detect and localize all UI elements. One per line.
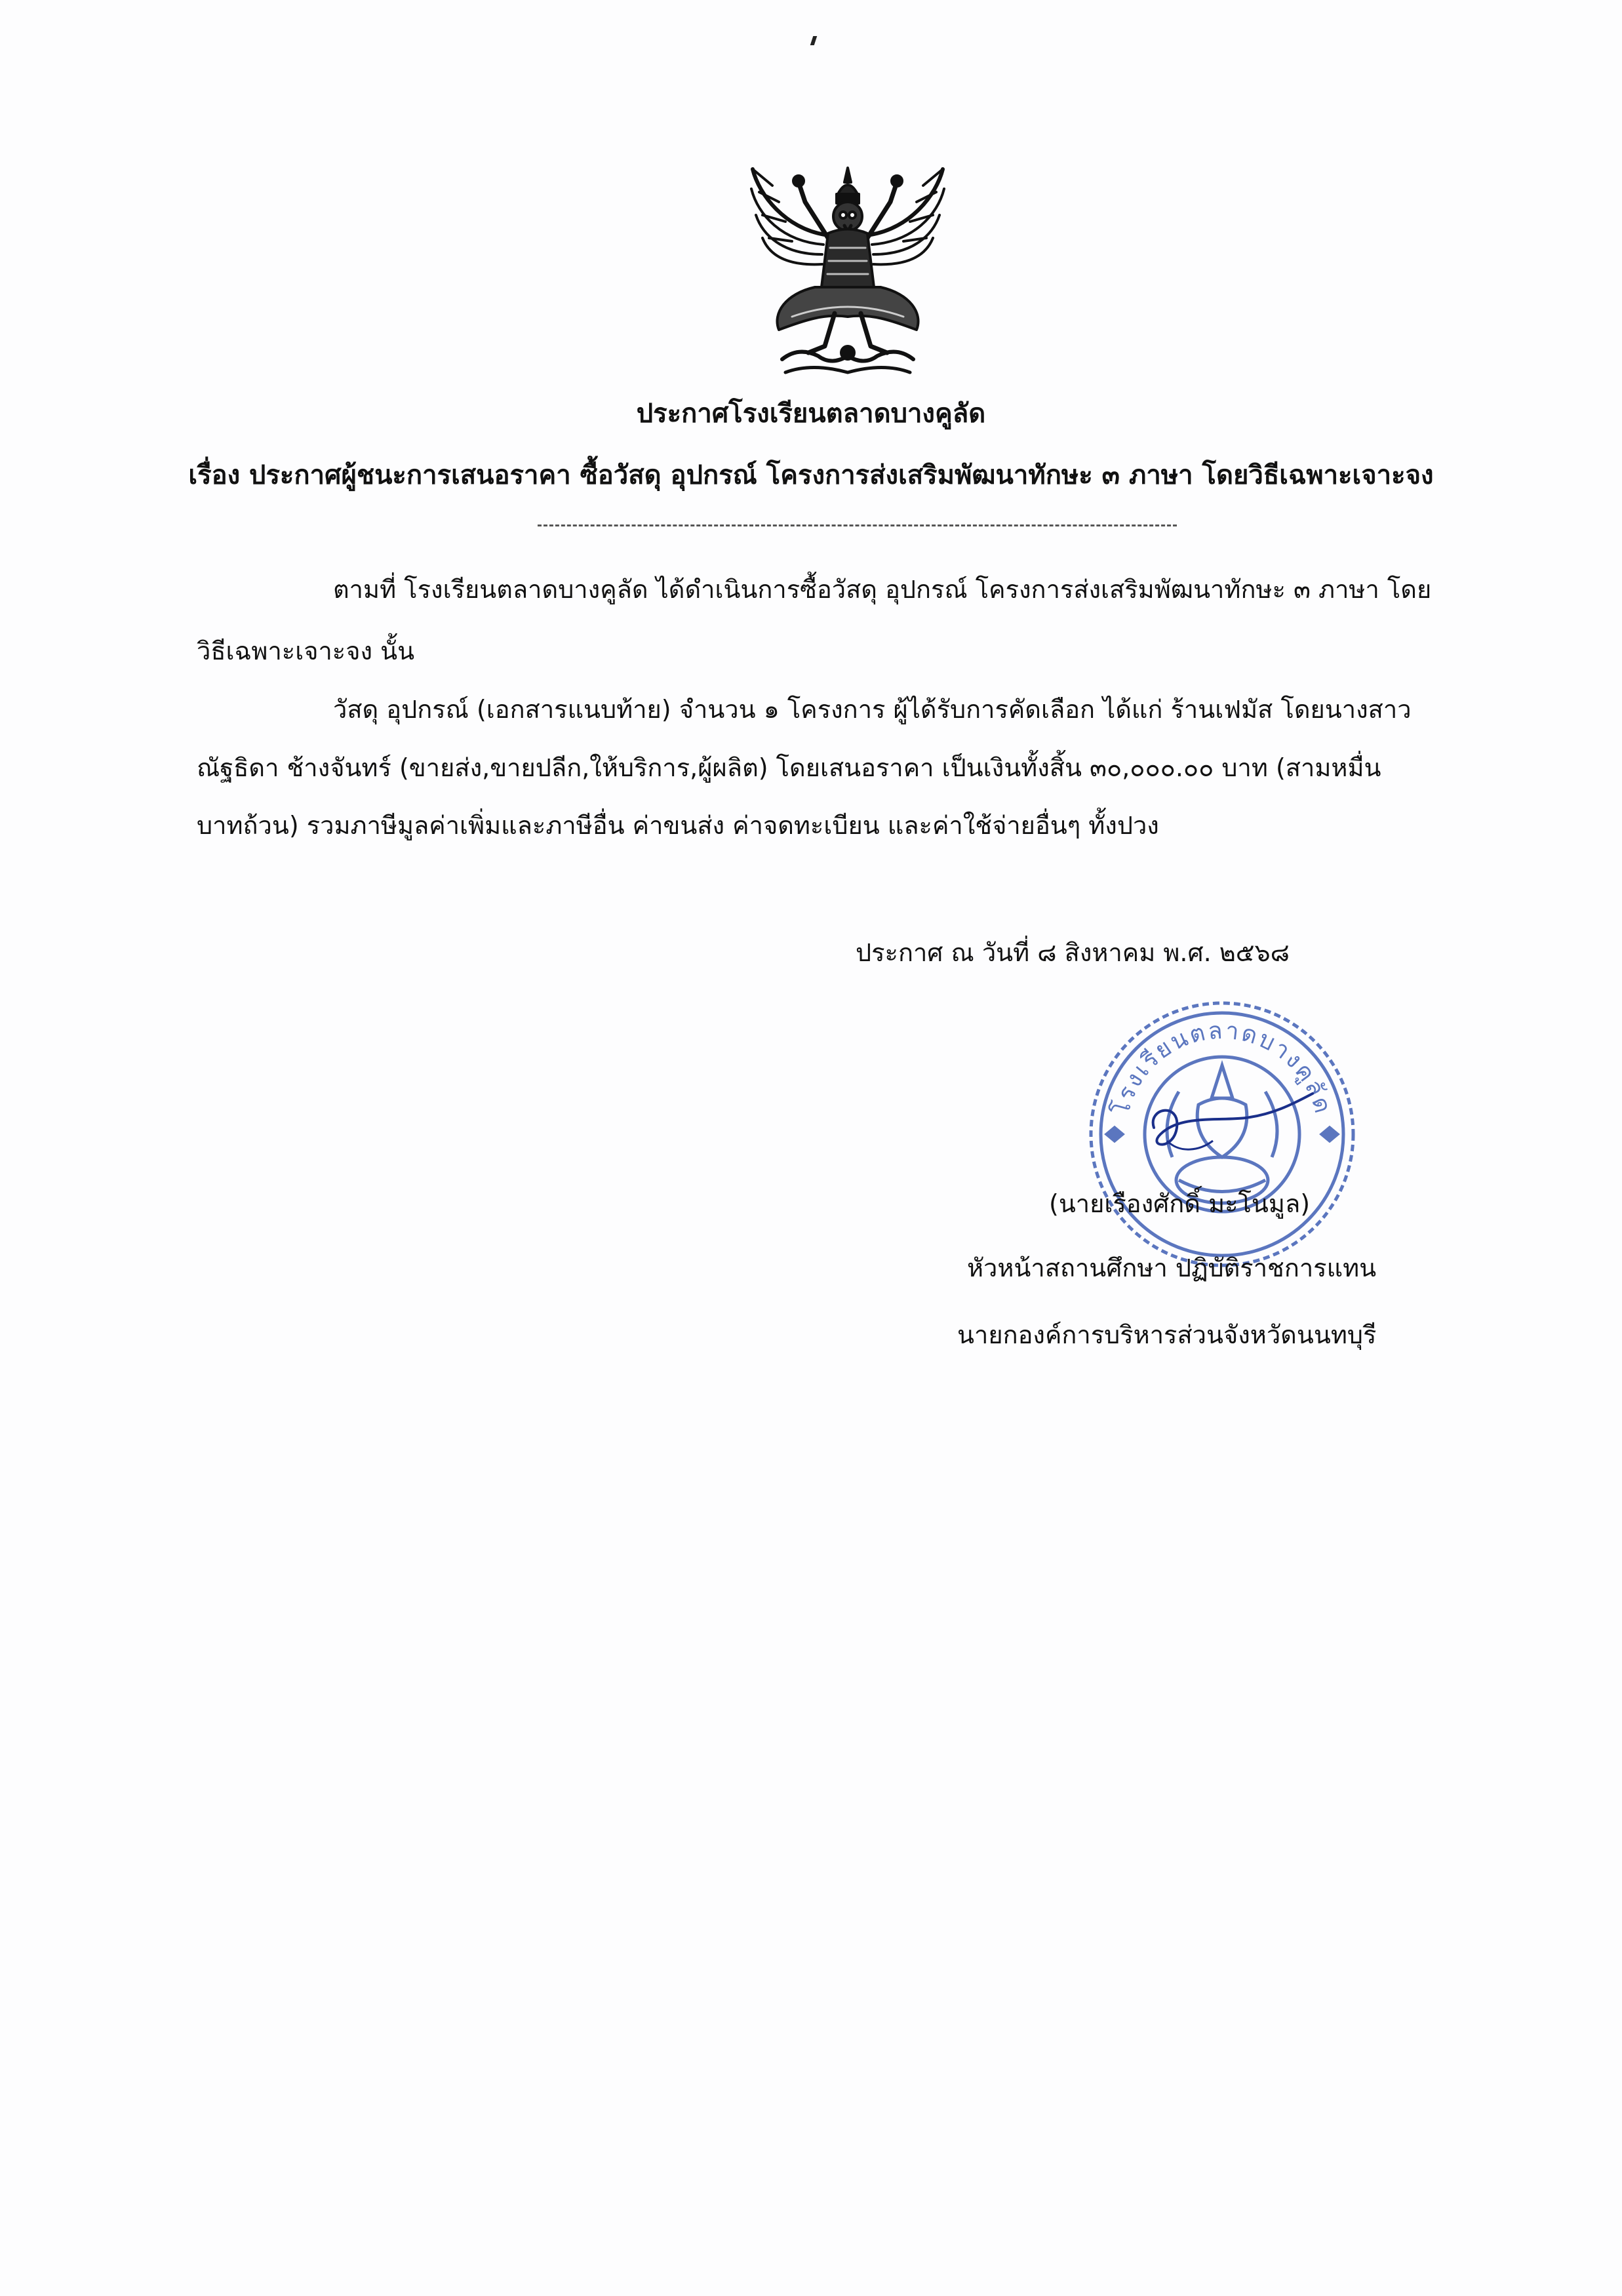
paragraph-2-line-1: วัสดุ อุปกรณ์ (เอกสารแนบท้าย) จำนวน ๑ โครงการ ผู้ได้รับการคัดเลือก ได้แก่ ร้านเฟมัส โดยนางสาว	[333, 695, 1412, 724]
paragraph-2-line-2: ณัฐธิดา ช้างจันทร์ (ขายส่ง,ขายปลีก,ให้บริการ,ผู้ผลิต) โดยเสนอราคา เป็นเงินทั้งสิ้น ๓๐,๐๐๐.๐๐ บาท (สามหมื่น	[197, 753, 1381, 782]
garuda-emblem-icon	[746, 156, 949, 387]
paragraph-1-line-2: วิธีเฉพาะเจาะจง นั้น	[197, 637, 415, 665]
scan-mark	[810, 36, 818, 45]
announcement-subject: เรื่อง ประกาศผู้ชนะการเสนอราคา ซื้อวัสดุ อุปกรณ์ โครงการส่งเสริมพัฒนาทักษะ ๓ ภาษา โดยวิธีเฉพาะเจาะจง	[188, 460, 1434, 490]
announcement-header: ประกาศโรงเรียนตลาดบางคูลัด	[636, 399, 986, 429]
handwritten-signature	[1141, 1088, 1318, 1167]
paragraph-2-line-3: บาทถ้วน) รวมภาษีมูลค่าเพิ่มและภาษีอื่น ค่าขนส่ง ค่าจดทะเบียน และค่าใช้จ่ายอื่นๆ ทั้งปวง	[197, 811, 1159, 840]
signatory-position-2: นายกองค์การบริหารส่วนจังหวัดนนทบุรี	[957, 1320, 1377, 1349]
announcement-date: ประกาศ ณ วันที่ ๘ สิงหาคม พ.ศ. ๒๕๖๘	[856, 938, 1290, 967]
signatory-position-1: หัวหน้าสถานศึกษา ปฏิบัติราชการแทน	[967, 1254, 1377, 1282]
header-separator	[538, 525, 1177, 526]
seal-text: โรงเรียนตลาดบางคูลัด	[1107, 1017, 1337, 1118]
signatory-name: (นายเรืองศักดิ์ มะโนมูล)	[1049, 1189, 1311, 1218]
paragraph-1-line-1: ตามที่ โรงเรียนตลาดบางคูลัด ได้ดำเนินการซื้อวัสดุ อุปกรณ์ โครงการส่งเสริมพัฒนาทักษะ ๓ ภาษา โดย	[333, 575, 1432, 604]
